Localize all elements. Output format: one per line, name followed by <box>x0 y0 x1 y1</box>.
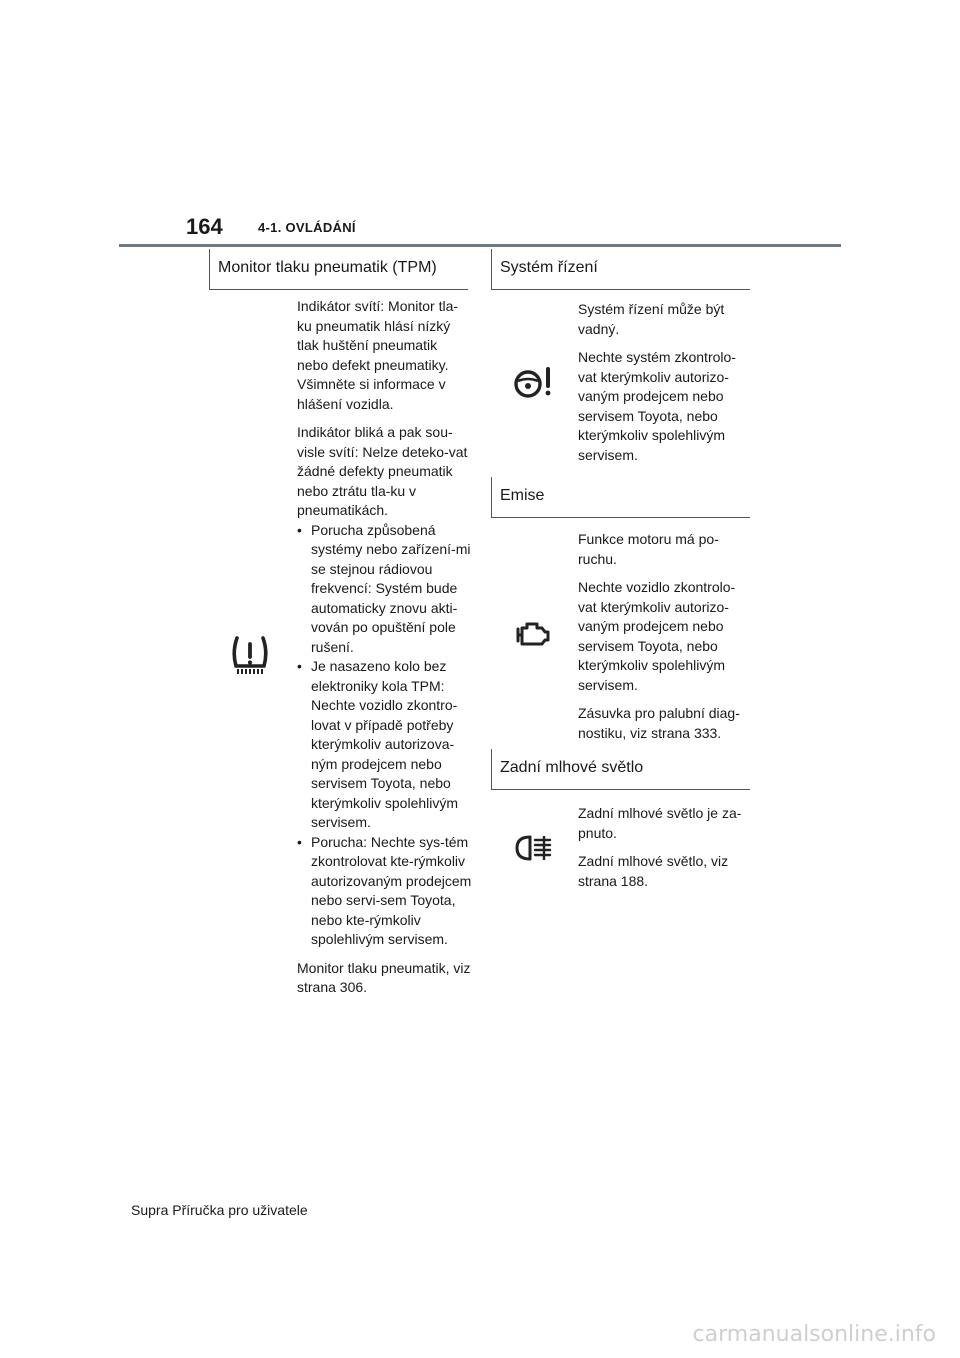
watermark: carmanualsonline.info <box>692 1322 936 1347</box>
emise-heading: Emise <box>491 477 750 518</box>
list-item: • Je nasazeno kolo bez elektroniky kola TPM: Nechte vozidlo zkontro-lovat v případě potřeby kterýmkoliv autorizova-ným prodejcem nebo servisem Toyota, nebo kterýmkoliv spolehlivým servisem. <box>297 657 472 833</box>
tpm-heading: Monitor tlaku pneumatik (TPM) <box>209 249 468 290</box>
steering-text-2: Nechte systém zkontrolo-vat kterýmkoliv autorizo-vaným prodejcem nebo servisem Toyota, nebo kterýmkoliv spolehlivým servisem. <box>578 349 736 463</box>
emise-description <box>578 530 753 752</box>
tpm-text-1: Indikátor svítí: Monitor tla-ku pneumatik hlásí nízký tlak huštění pneumatik nebo defekt pneumatiky. Všimněte si informace v hlášení vozidla. <box>297 298 459 412</box>
check-engine-icon <box>515 621 551 647</box>
tpm-text-2: Indikátor bliká a pak sou-visle svítí: Nelze deteko-vat žádné defekty pneumatik nebo ztrátu tla-ku v pneumatikách. <box>297 424 468 518</box>
tpm-bullet-list <box>297 521 472 950</box>
steering-heading: Systém řízení <box>491 249 750 290</box>
tpm-text-3: Monitor tlaku pneumatik, viz strana 306. <box>297 959 471 995</box>
footer-text: Supra Příručka pro uživatele <box>131 1202 308 1218</box>
section-title: 4-1. OVLÁDÁNÍ <box>258 220 356 235</box>
fog-text-2: Zadní mlhové světlo, viz strana 188. <box>578 853 729 889</box>
steering-text-1: Systém řízení může být vadný. <box>578 301 725 337</box>
header-rule <box>119 244 841 247</box>
tpm-description <box>297 297 472 1007</box>
emise-text-1: Funkce motoru má po-ruchu. <box>578 531 719 567</box>
page-number: 164 <box>186 214 223 239</box>
steering-warning-icon <box>513 366 553 400</box>
fog-text-1: Zadní mlhové světlo je za-pnuto. <box>578 805 742 841</box>
tire-pressure-warning-icon <box>231 636 269 678</box>
emise-text-3: Zásuvka pro palubní diag-nostiku, viz strana 333. <box>578 705 740 741</box>
rear-fog-light-icon <box>514 834 552 862</box>
steering-description <box>578 300 753 474</box>
fog-description <box>578 804 753 900</box>
fog-heading: Zadní mlhové světlo <box>491 749 750 790</box>
list-item: • Porucha: Nechte sys-tém zkontrolovat kte-rýmkoliv autorizovaným prodejcem nebo servi-sem Toyota, nebo kte-rýmkoliv spolehlivým servisem. <box>297 833 472 950</box>
list-item: • Porucha způsobená systémy nebo zařízení-mi se stejnou rádiovou frekvencí: Systém bude automaticky znovu akti-vován po opuštění pole rušení. <box>297 521 472 658</box>
emise-text-2: Nechte vozidlo zkontrolo-vat kterýmkoliv autorizo-vaným prodejcem nebo servisem Toyota, nebo kterýmkoliv spolehlivým servisem. <box>578 579 736 693</box>
